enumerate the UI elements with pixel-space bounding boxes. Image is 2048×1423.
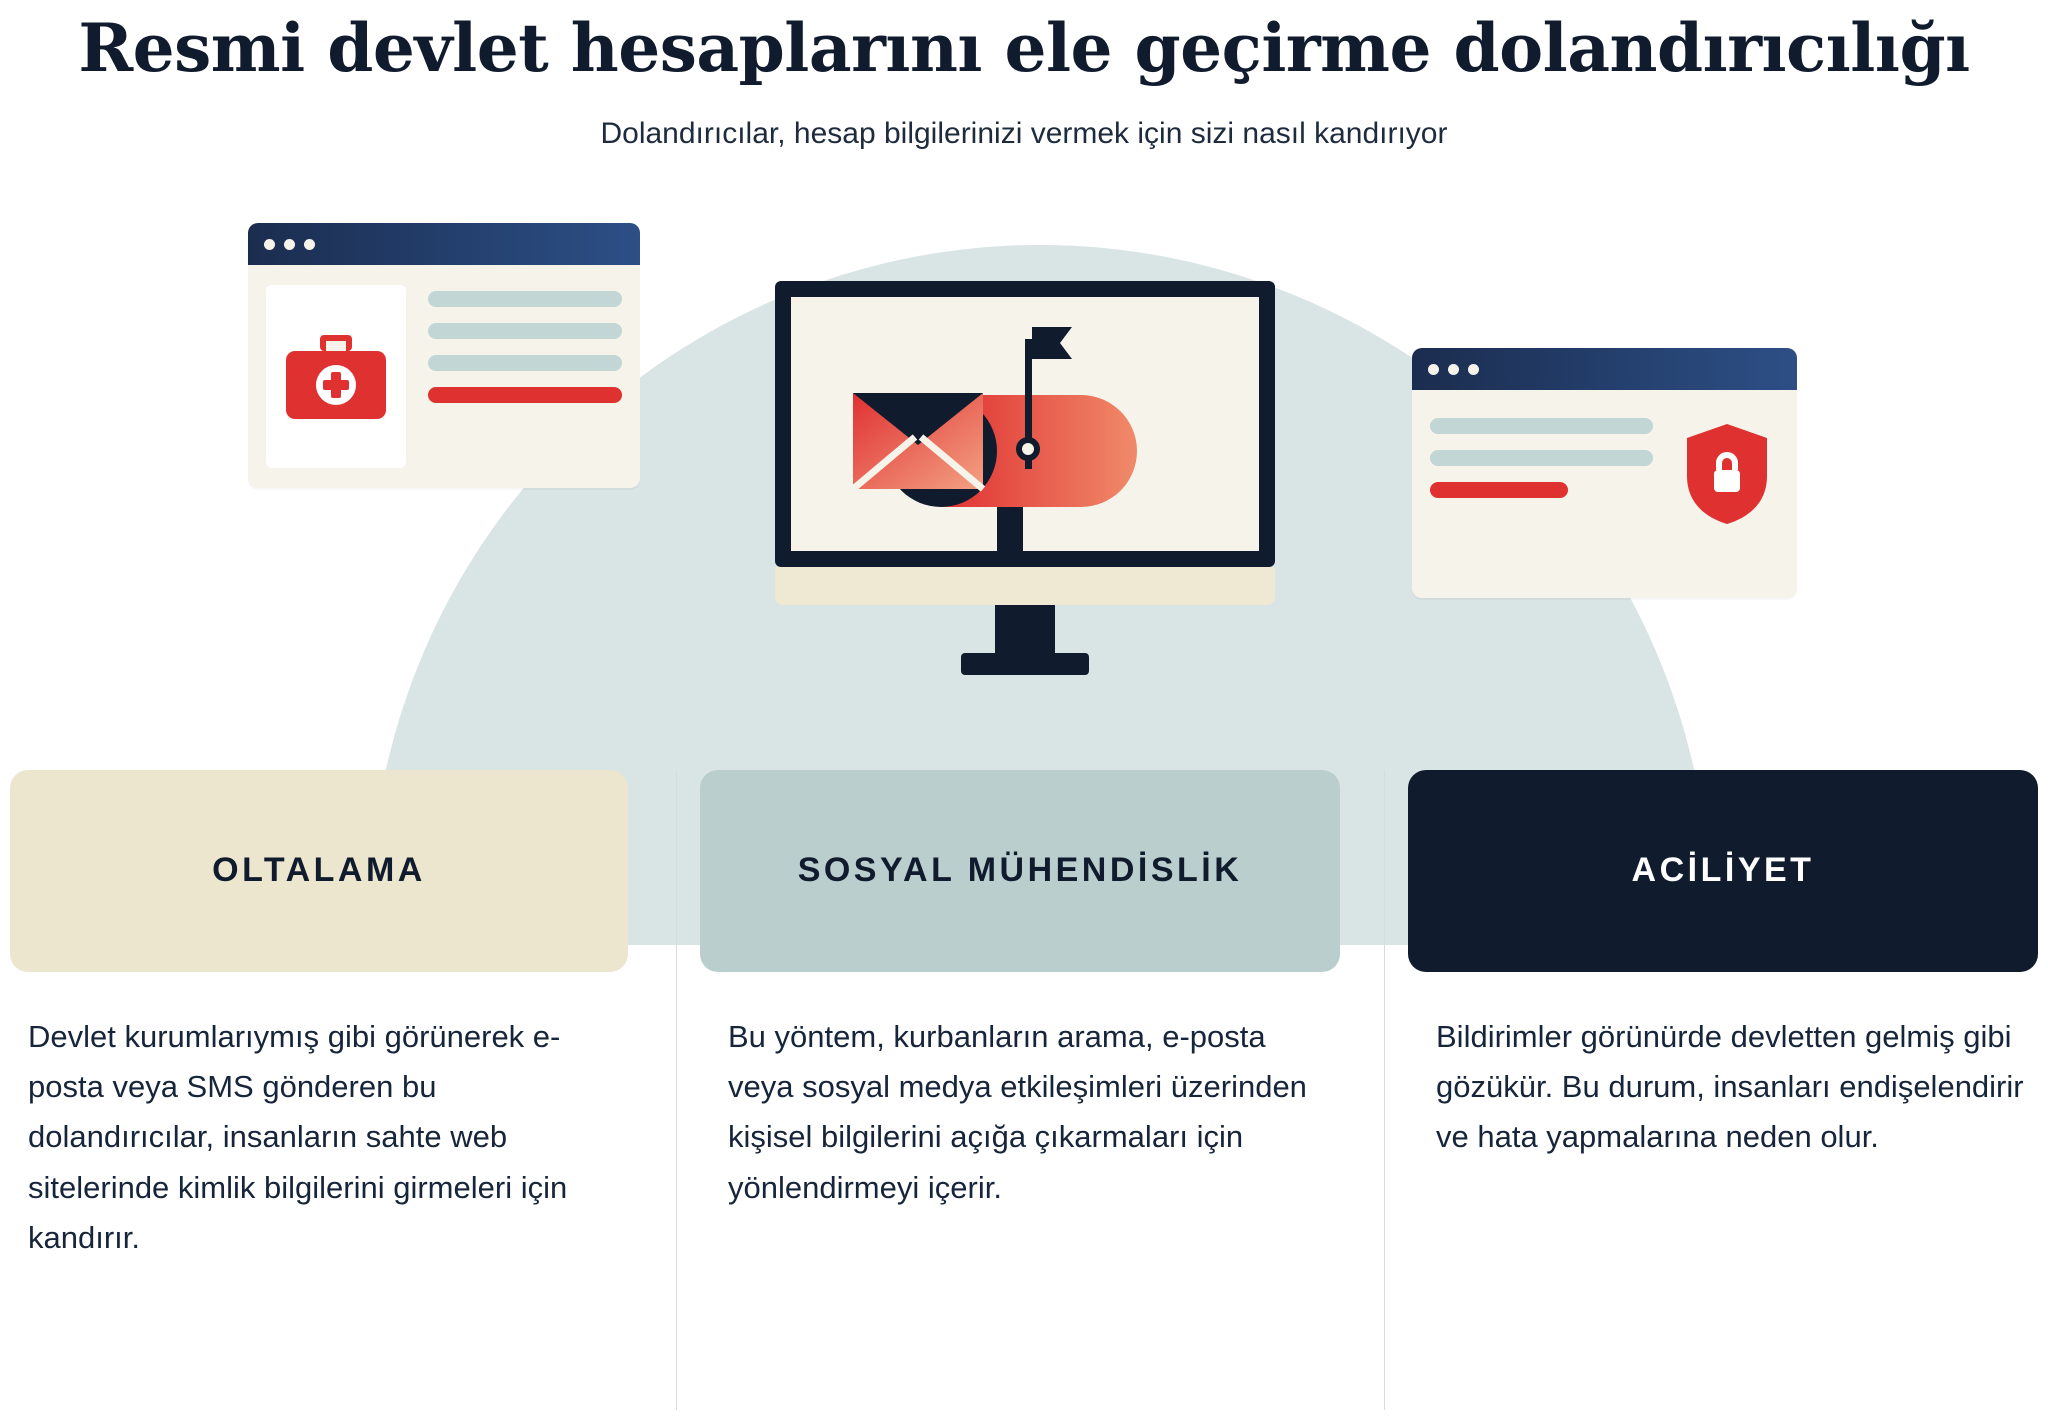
placeholder-line-accent (1430, 482, 1568, 498)
shield-lock-icon (1683, 422, 1771, 526)
monitor-frame (775, 281, 1275, 567)
category-card-urgency[interactable] (1408, 770, 2038, 972)
placeholder-line-accent (428, 387, 622, 403)
mailbox-with-envelope-icon (791, 297, 1259, 551)
category-card-label: ACİLİYET (1631, 851, 1815, 890)
category-card-label: OLTALAMA (212, 851, 426, 890)
window-text-lines (428, 285, 622, 468)
window-dot-icon (304, 239, 315, 250)
monitor-neck (995, 605, 1055, 657)
description-columns (0, 1012, 2048, 1412)
category-card-label: SOSYAL MÜHENDİSLİK (797, 851, 1243, 890)
category-card-social-engineering[interactable] (700, 770, 1340, 972)
left-browser-window (248, 223, 640, 488)
window-titlebar (1412, 348, 1797, 390)
window-titlebar (248, 223, 640, 265)
window-content (248, 265, 640, 488)
placeholder-line (428, 355, 622, 371)
placeholder-line (1430, 450, 1653, 466)
window-dot-icon (1448, 364, 1459, 375)
description-social-engineering: Bu yöntem, kurbanların arama, e-posta veya sosyal medya etkileşimleri üzerinden kişisel bilgilerini açığa çıkarmaları için yönlendirmeyi içerir. (728, 1019, 1307, 1205)
right-browser-window (1412, 348, 1797, 598)
first-aid-kit-icon (266, 285, 406, 468)
first-aid-kit-icon (284, 333, 388, 421)
monitor-foot (961, 653, 1089, 675)
placeholder-line (428, 291, 622, 307)
description-phishing: Devlet kurumlarıymış gibi görünerek e-posta veya SMS gönderen bu dolandırıcılar, insanların sahte web sitelerinde kimlik bilgilerini girmeleri için kandırır. (28, 1019, 568, 1255)
window-content (1412, 390, 1797, 598)
window-dot-icon (1468, 364, 1479, 375)
window-dot-icon (1428, 364, 1439, 375)
window-text-lines (1430, 410, 1653, 498)
page-title: Resmi devlet hesaplarını ele geçirme dolandırıcılığı (78, 9, 1970, 87)
illustration-area (0, 173, 2048, 773)
placeholder-line (1430, 418, 1653, 434)
category-cards (0, 770, 2048, 980)
placeholder-line (428, 323, 622, 339)
header (0, 0, 2048, 151)
page-subtitle: Dolandırıcılar, hesap bilgilerinizi vermek için sizi nasıl kandırıyor (600, 117, 1448, 151)
category-card-phishing[interactable] (10, 770, 628, 972)
monitor-base (775, 567, 1275, 605)
window-dot-icon (284, 239, 295, 250)
description-urgency: Bildirimler görünürde devletten gelmiş gibi gözükür. Bu durum, insanları endişelendirir ve hata yapmalarına neden olur. (1436, 1019, 2024, 1155)
monitor-screen (791, 297, 1259, 551)
center-monitor (775, 281, 1275, 581)
window-dot-icon (264, 239, 275, 250)
shield-lock-icon (1675, 410, 1779, 526)
